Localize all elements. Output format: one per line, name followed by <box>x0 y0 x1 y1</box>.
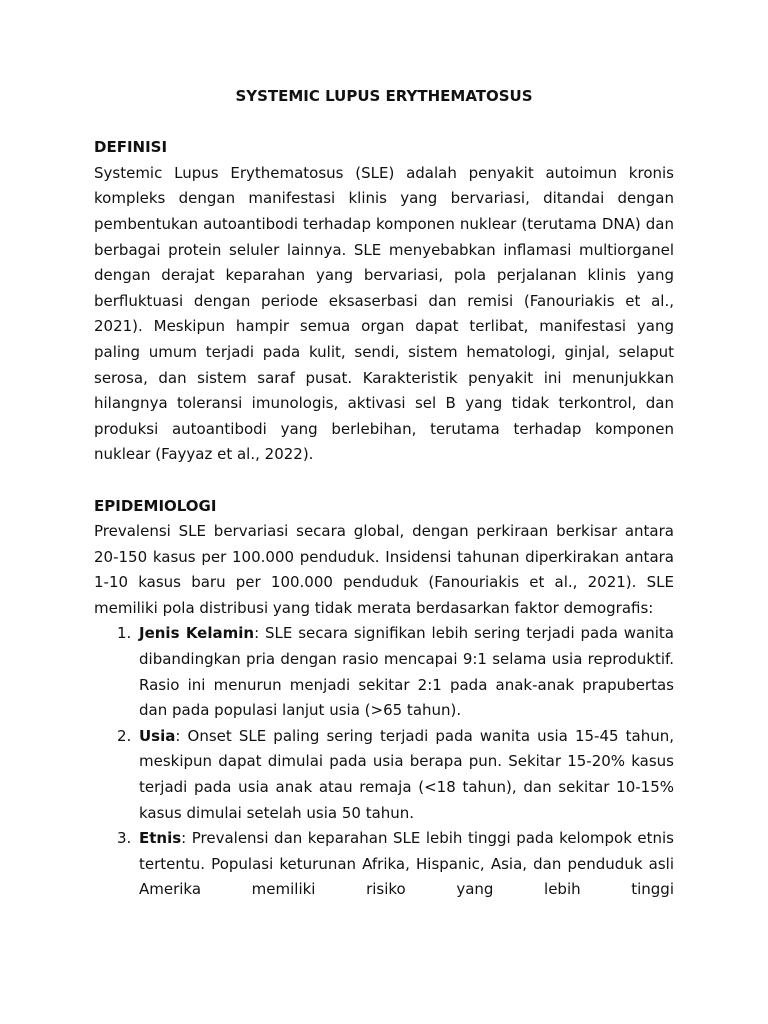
list-item <box>94 826 674 903</box>
paragraph-definisi: Systemic Lupus Erythematosus (SLE) adalah penyakit autoimun kronis kompleks dengan manifestasi klinis yang bervariasi, ditandai dengan pembentukan autoantibodi terhadap komponen nuklear (terutama DNA) dan berbagai protein seluler lainnya. SLE menyebabkan inflamasi multiorganel dengan derajat keparahan yang bervariasi, pola perjalanan klinis yang berfluktuasi dengan periode eksaserbasi dan remisi (Fanouriakis et al., 2021). Meskipun hampir semua organ dapat terlibat, manifestasi yang paling umum terjadi pada kulit, sendi, sistem hematologi, ginjal, selaput serosa, dan sistem saraf pusat. Karakteristik penyakit ini menunjukkan hilangnya toleransi imunologis, aktivasi sel B yang tidak terkontrol, dan produksi autoantibodi yang berlebihan, terutama terhadap komponen nuklear (Fayyaz et al., 2022). <box>94 163 674 464</box>
section-heading-epidemiologi: EPIDEMIOLOGI <box>94 496 217 515</box>
list-item <box>94 724 674 826</box>
paragraph-epidemiologi: Prevalensi SLE bervariasi secara global, dengan perkiraan berkisar antara 20-150 kasus per 100.000 penduduk. Insidensi tahunan diperkirakan antara 1-10 kasus baru per 100.000 penduduk (Fanouriakis et al., 2021). SLE memiliki pola distribusi yang tidak merata berdasarkan faktor demografis: <box>94 522 674 617</box>
list-text: : Onset SLE paling sering terjadi pada wanita usia 15-45 tahun, meskipun dapat dimulai pada usia berapa pun. Sekitar 15-20% kasus terjadi pada usia anak atau remaja (<18 tahun), dan sekitar 10-15% kasus dimulai setelah usia 50 tahun. <box>139 726 674 822</box>
document-page <box>94 84 674 903</box>
list-item <box>94 621 674 723</box>
section-heading-definisi: DEFINISI <box>94 138 168 157</box>
list-term: Usia <box>139 726 176 745</box>
blank-line <box>94 468 674 494</box>
list-number: 3. <box>117 829 132 848</box>
list-term: Etnis <box>139 829 182 848</box>
section-definisi <box>94 135 674 468</box>
list-number: 2. <box>117 726 132 745</box>
blank-line <box>94 110 674 136</box>
list-text: : SLE secara signifikan lebih sering terjadi pada wanita dibandingkan pria dengan rasio mencapai 9:1 selama usia reproduktif. Rasio ini menurun menjadi sekitar 2:1 pada anak-anak prapubertas dan pada populasi lanjut usia (>65 tahun). <box>139 624 674 720</box>
list-term: Jenis Kelamin <box>139 624 255 643</box>
document-title: SYSTEMIC LUPUS ERYTHEMATOSUS <box>235 87 533 105</box>
list-text: : Prevalensi dan keparahan SLE lebih tinggi pada kelompok etnis tertentu. Populasi keturunan Afrika, Hispanic, Asia, dan penduduk asli Amerika memiliki risiko yang lebih tinggi <box>139 829 674 899</box>
demographic-factor-list <box>94 621 674 903</box>
section-epidemiologi <box>94 494 674 904</box>
list-number: 1. <box>117 624 132 643</box>
